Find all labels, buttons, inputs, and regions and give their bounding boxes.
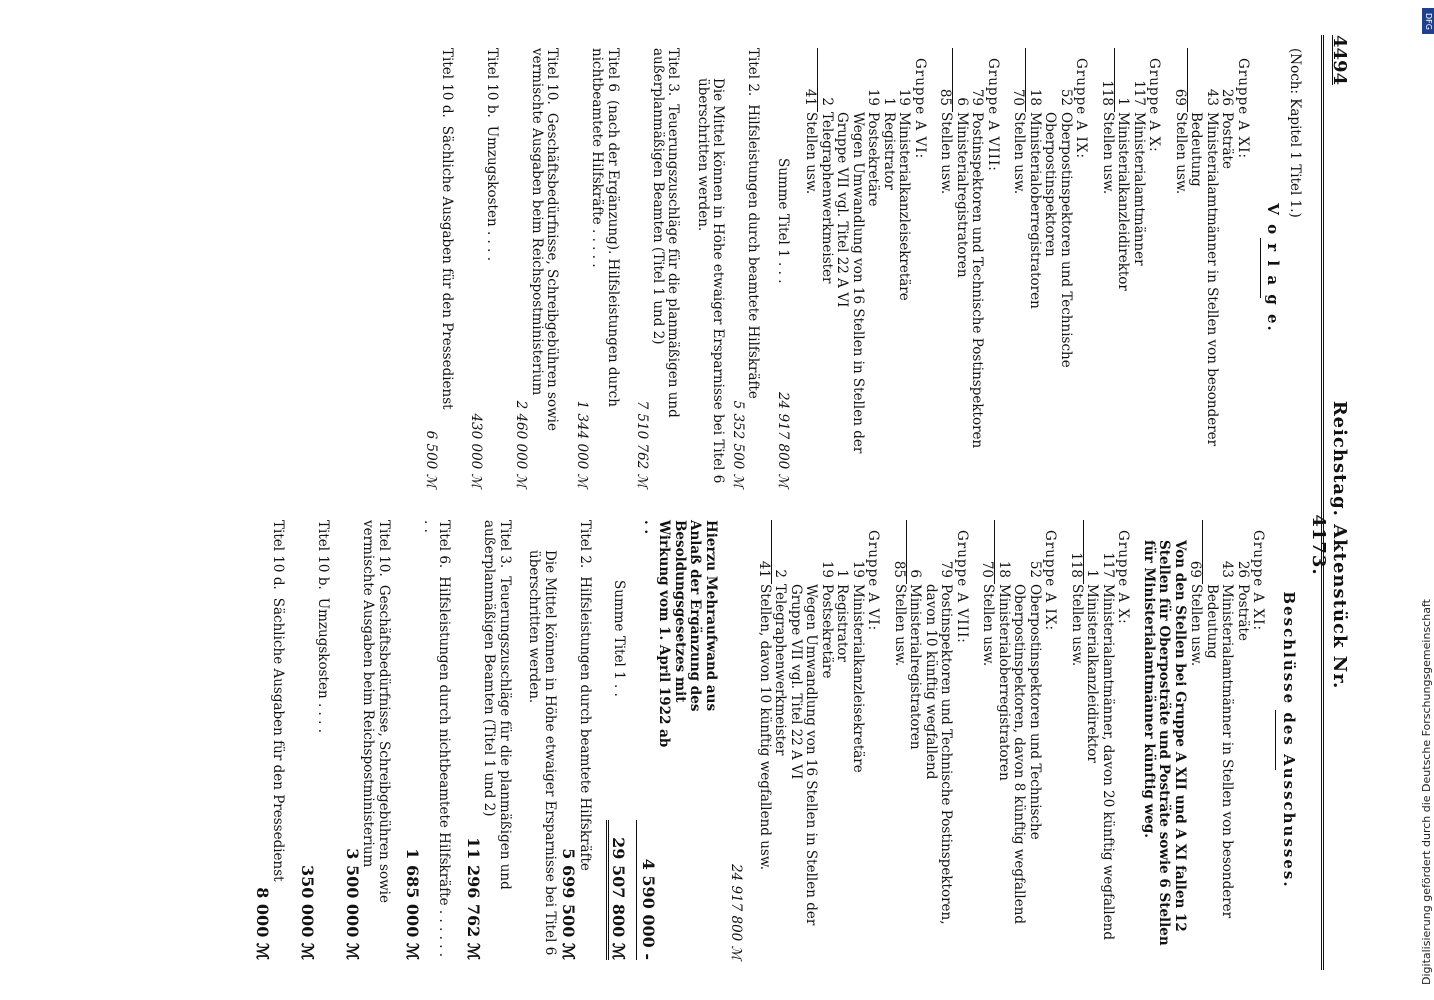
position-count: 43 [1219, 560, 1236, 578]
position-text: Oberpostinspektoren und Technische Oberpostinspektoren, davon 8 künftig wegfallend [1011, 584, 1043, 925]
position-row [907, 520, 923, 960]
summe-label: Summe Titel 1 . . . [775, 158, 791, 284]
position-count: 26 [1235, 560, 1251, 578]
column-heading: V o r l a g e. [1264, 203, 1283, 333]
position-text: Postsekretäre [865, 112, 882, 207]
title-label: Titel 10 b. [484, 48, 500, 118]
position-row [1027, 48, 1043, 488]
noch-label: (Noch: Kapitel 1 Titel 1.) [1287, 48, 1303, 218]
position-row [865, 48, 881, 488]
position-count: 18 [996, 560, 1012, 578]
group-name: Gruppe A X: [1146, 58, 1163, 153]
title-entry [695, 48, 761, 488]
title-line [360, 520, 391, 960]
group-name: Gruppe A IX: [1073, 58, 1090, 160]
title-text: Sächliche Ausgaben für den Pressedienst [439, 125, 455, 410]
position-row [923, 520, 954, 960]
group-name: Gruppe A VIII: [985, 58, 1001, 172]
group-sum-row [1099, 48, 1116, 488]
position-count: 2 [772, 569, 789, 578]
position-text: Stellen usw. [1011, 112, 1028, 195]
group-sum-row [1187, 520, 1204, 960]
group-block [1068, 520, 1131, 960]
position-row [850, 520, 866, 960]
position-text: Registrator [881, 112, 897, 190]
position-row [1100, 520, 1116, 960]
title-amount: 11 296 762 ℳ [464, 837, 483, 960]
title-text: Hilfsleistungen durch nichtbeamtete Hilfskräfte . . . . . . . . [421, 520, 453, 958]
title-entry [255, 520, 286, 960]
position-row [834, 48, 865, 488]
group-note: Von den Stellen bei Gruppe A XII und A XI fallen 12 Stellen für Oberposträte und Posträte sowie 6 Stellen für Ministerialamtmänner künftig weg. [1141, 540, 1188, 946]
title-line [270, 520, 286, 960]
sum-rule [637, 820, 638, 960]
group-sum-row [802, 48, 819, 488]
page-number: 4494 [1329, 35, 1350, 86]
position-text: Ministerialamtmänner, davon 20 künftig wegfallend [1100, 584, 1116, 941]
summe-row [775, 48, 791, 488]
position-text: Ministerialoberregistratoren [1027, 112, 1043, 309]
title-entry [345, 520, 392, 960]
title-entry [574, 48, 621, 488]
page-title: Reichstag. Aktenstück Nr. 4173. [1308, 400, 1350, 690]
position-text: Stellen usw. [1069, 584, 1085, 667]
group-name: Gruppe A IX: [1042, 530, 1059, 632]
title-label: Titel 10 d. [270, 520, 287, 590]
title-label: Titel 2. [577, 520, 593, 569]
position-text: Stellen usw. [1100, 112, 1116, 195]
title-label: Titel 3. [665, 48, 682, 97]
position-text: Wegen Umwandlung von 16 Stellen in Stellen der Gruppe VII vgl. Titel 22 A VI [788, 584, 820, 926]
position-row [954, 48, 970, 488]
position-count: 85 [937, 48, 954, 112]
position-count: 43 [1204, 88, 1220, 106]
title-list [255, 520, 593, 960]
group-block [1141, 520, 1266, 960]
position-count: 1 [881, 97, 897, 106]
carry-row [728, 520, 744, 960]
position-text: Ministerialkanzleisekretäre [896, 112, 913, 301]
position-count: 19 [865, 88, 882, 106]
group-name: Gruppe A VI: [865, 530, 882, 632]
position-row [1204, 520, 1235, 960]
position-text: Posträte [1219, 112, 1236, 169]
position-text: Ministerialamtmänner [1131, 112, 1147, 266]
summe-row [611, 520, 627, 960]
title-line [577, 520, 593, 960]
position-count: 18 [1027, 88, 1043, 106]
title-line [650, 48, 681, 488]
title-line [439, 48, 455, 488]
position-count: 79 [969, 88, 986, 106]
group-block [891, 520, 970, 960]
title-entry [468, 48, 499, 488]
position-row [1235, 520, 1251, 960]
title-text: Geschäftsbedürfnisse, Schreibgebühren sowie vermischte Ausgaben beim Reichspostministerium [360, 520, 392, 903]
position-text: Stellen usw. [1173, 112, 1189, 195]
title-line [484, 48, 500, 488]
position-text: Stellen usw. [892, 584, 908, 667]
header-rule [1321, 35, 1324, 970]
group-list [802, 48, 1250, 488]
position-text: Ministerialkanzleisekretäre [850, 584, 866, 773]
position-count: 19 [850, 560, 866, 578]
position-count: 2 [819, 97, 835, 106]
position-row [819, 520, 835, 960]
group-block [802, 48, 927, 488]
title-label: Titel 3. [497, 520, 513, 569]
position-row [1219, 48, 1235, 488]
summe-value: 29 507 800 ℳ [609, 837, 629, 960]
title-text: Sächliche Ausgaben für den Pressedienst [270, 597, 287, 882]
position-text: Ministerialoberregistratoren [996, 584, 1012, 781]
group-block [1099, 48, 1162, 488]
title-entry [526, 520, 592, 960]
title-label: Titel 10 d. [439, 48, 455, 118]
position-count: 52 [1058, 88, 1074, 106]
position-text: Ministerialregistratoren [954, 112, 970, 278]
group-list [756, 520, 1266, 960]
position-row [819, 48, 835, 488]
position-text: Stellen, davon 10 künftig wegfallend usw. [757, 584, 773, 871]
title-line [745, 48, 761, 488]
title-amount: 2 460 000 ℳ [513, 400, 530, 488]
position-text: Ministerialkanzleidirektor [1084, 584, 1101, 763]
title-amount: 8 000 ℳ [253, 887, 272, 960]
title-entry [423, 48, 454, 488]
dfg-logo: DFG [1422, 8, 1434, 34]
position-row [1084, 520, 1100, 960]
title-amount: 1 685 000 ℳ [403, 848, 423, 960]
position-count: 117 [1131, 80, 1147, 106]
position-count: 41 [802, 48, 819, 112]
position-row [772, 520, 788, 960]
title-entry [405, 520, 452, 960]
position-text: Telegraphenwerkmeister [772, 584, 789, 756]
position-row [1042, 48, 1073, 488]
title-amount: 350 000 ℳ [298, 864, 317, 960]
group-sum-row [979, 520, 996, 960]
carry-value: 24 917 800 ℳ [728, 863, 745, 960]
mehraufwand-label: Hierzu Mehraufwand aus Anlaß der Ergänzung des Besoldungsgesetzes mit Wirkung vom 1. April 1922 ab . . [641, 520, 719, 748]
group-sum-row [891, 520, 908, 960]
position-text: Registrator [834, 584, 851, 662]
position-text: Postsekretäre [819, 584, 835, 679]
summe-label: Summe Titel 1 . . [611, 580, 628, 697]
position-row [1011, 520, 1042, 960]
position-text: Stellen usw. [980, 584, 997, 667]
position-text: Stellen usw. [803, 112, 820, 195]
group-sum-row [1068, 520, 1085, 960]
position-row [788, 520, 819, 960]
title-note: Die Mittel können in Höhe etwaiger Ersparnisse bei Titel 6 überschritten werden. [526, 550, 558, 956]
title-line [529, 48, 560, 488]
position-text: Postinspektoren und Technische Postinspektoren [969, 112, 986, 449]
title-text: Umzugskosten . . . . [484, 125, 500, 261]
title-amount: 1 344 000 ℳ [574, 400, 590, 488]
title-entry [634, 48, 681, 488]
position-count: 6 [907, 569, 924, 578]
position-text: Telegraphenwerkmeister [819, 112, 835, 284]
group-sum-row [937, 48, 954, 488]
title-line [481, 520, 512, 960]
position-row [996, 520, 1012, 960]
title-text: Umzugskosten . . . . [315, 597, 332, 733]
summe-value: 24 917 800 ℳ [775, 391, 791, 488]
column-heading: Beschlüsse des Ausschusses. [1280, 591, 1298, 889]
side-note [1418, 0, 1434, 1000]
title-line [315, 520, 331, 960]
position-text: Stellen usw. [938, 112, 955, 195]
group-block [1172, 48, 1251, 488]
position-text: Posträte [1235, 584, 1251, 641]
position-count: 19 [896, 88, 913, 106]
position-count: 118 [1068, 520, 1085, 584]
title-text: Teuerungszuschläge für die planmäßigen und außerplanmäßigen Beamten (Titel 1 und 2) [650, 48, 682, 418]
title-amount: 3 500 000 ℳ [343, 848, 362, 960]
group-name: Gruppe A XI: [1250, 530, 1267, 632]
position-count: 85 [891, 520, 908, 584]
title-text: (nach der Ergänzung). Hilfsleistungen durch nichtbeamtete Hilfskräfte . . . . . [589, 48, 621, 407]
title-label: Titel 10 b. [315, 520, 332, 590]
position-count: 6 [954, 97, 970, 106]
title-text: Hilfsleistungen durch beamtete Hilfskräfte [745, 104, 762, 399]
position-count: 19 [819, 560, 835, 578]
title-line [421, 520, 452, 960]
position-text: Wegen Umwandlung von 16 Stellen in Stellen der Gruppe VII vgl. Titel 22 A VI [834, 112, 866, 454]
position-row [969, 48, 985, 488]
title-text: Teuerungszuschläge für die planmäßigen und außerplanmäßigen Beamten (Titel 1 und 2) [481, 520, 513, 890]
title-amount: 6 500 ℳ [423, 430, 440, 488]
position-text: Postinspektoren und Technische Postinspektoren, davon 10 künftig wegfallend [923, 584, 955, 925]
position-row [896, 48, 912, 488]
position-count: 1 [1115, 97, 1132, 106]
position-count: 1 [1084, 569, 1101, 578]
group-name: Gruppe A VIII: [954, 530, 970, 644]
group-sum-row [756, 520, 773, 960]
position-row [1188, 48, 1219, 488]
position-text: Ministerialamtmänner in Stellen von besonderer Bedeutung [1188, 112, 1220, 447]
title-list [423, 48, 761, 488]
position-count: 79 [938, 560, 955, 578]
position-text: Ministerialamtmänner in Stellen von besonderer Bedeutung [1204, 584, 1236, 919]
position-count: 117 [1100, 552, 1116, 578]
group-block [756, 520, 881, 960]
position-row [1131, 48, 1147, 488]
group-name: Gruppe A VI: [912, 58, 928, 160]
title-entry [300, 520, 331, 960]
position-text: Ministerialkanzleidirektor [1115, 112, 1132, 291]
mehraufwand-row [641, 520, 719, 960]
title-note: Die Mittel können in Höhe etwaiger Ersparnisse bei Titel 6 überschritten werden. [695, 78, 727, 484]
title-amount: 430 000 ℳ [468, 413, 485, 488]
title-label: Titel 10. [376, 520, 392, 577]
position-count: 70 [979, 520, 996, 584]
position-count: 69 [1172, 48, 1189, 112]
position-row [881, 48, 897, 488]
title-label: Titel 2. [745, 48, 762, 97]
title-text: Hilfsleistungen durch beamtete Hilfskräfte [577, 576, 593, 871]
position-row [834, 520, 850, 960]
title-amount: 5 699 500 ℳ [559, 848, 579, 960]
title-line [589, 48, 620, 488]
group-block [1010, 48, 1089, 488]
page-header [1308, 35, 1350, 965]
title-label: Titel 6. [436, 520, 453, 569]
heading-rule [1260, 238, 1261, 298]
position-text: Ministerialregistratoren [907, 584, 924, 750]
title-amount: 7 510 762 ℳ [634, 400, 651, 488]
position-row [1115, 48, 1131, 488]
title-label: Titel 10. [544, 48, 561, 105]
column-vorlage [423, 48, 1302, 488]
group-block [937, 48, 1000, 488]
title-entry [466, 520, 513, 960]
title-text: Geschäftsbedürfnisse, Schreibgebühren sowie vermischte Ausgaben beim Reichspostministerium [529, 48, 561, 431]
group-name: Gruppe A X: [1115, 530, 1132, 625]
position-count: 1 [834, 569, 851, 578]
position-count: 69 [1187, 520, 1204, 584]
position-count: 26 [1219, 88, 1236, 106]
side-note-text: Digitalisierung gefördert durch die Deutsche Forschungsgemeinschaft [1420, 599, 1433, 985]
position-count: 70 [1010, 48, 1027, 112]
position-count: 118 [1099, 48, 1116, 112]
title-entry [513, 48, 560, 488]
title-label: Titel 6 [605, 48, 621, 92]
group-sum-row [1010, 48, 1027, 488]
position-text: Oberpostinspektoren und Technische Oberpostinspektoren [1042, 112, 1074, 368]
title-amount: 5 352 500 ℳ [730, 400, 746, 488]
position-count: 41 [756, 520, 773, 584]
mehraufwand-value: 4 590 000 - [639, 858, 658, 960]
heading-rule [1276, 710, 1277, 770]
group-block [979, 520, 1058, 960]
position-text: Stellen usw. [1188, 584, 1205, 667]
group-sum-row [1172, 48, 1189, 488]
position-count: 52 [1027, 560, 1043, 578]
column-beschluesse [255, 520, 1303, 960]
group-name: Gruppe A XI: [1235, 58, 1251, 160]
